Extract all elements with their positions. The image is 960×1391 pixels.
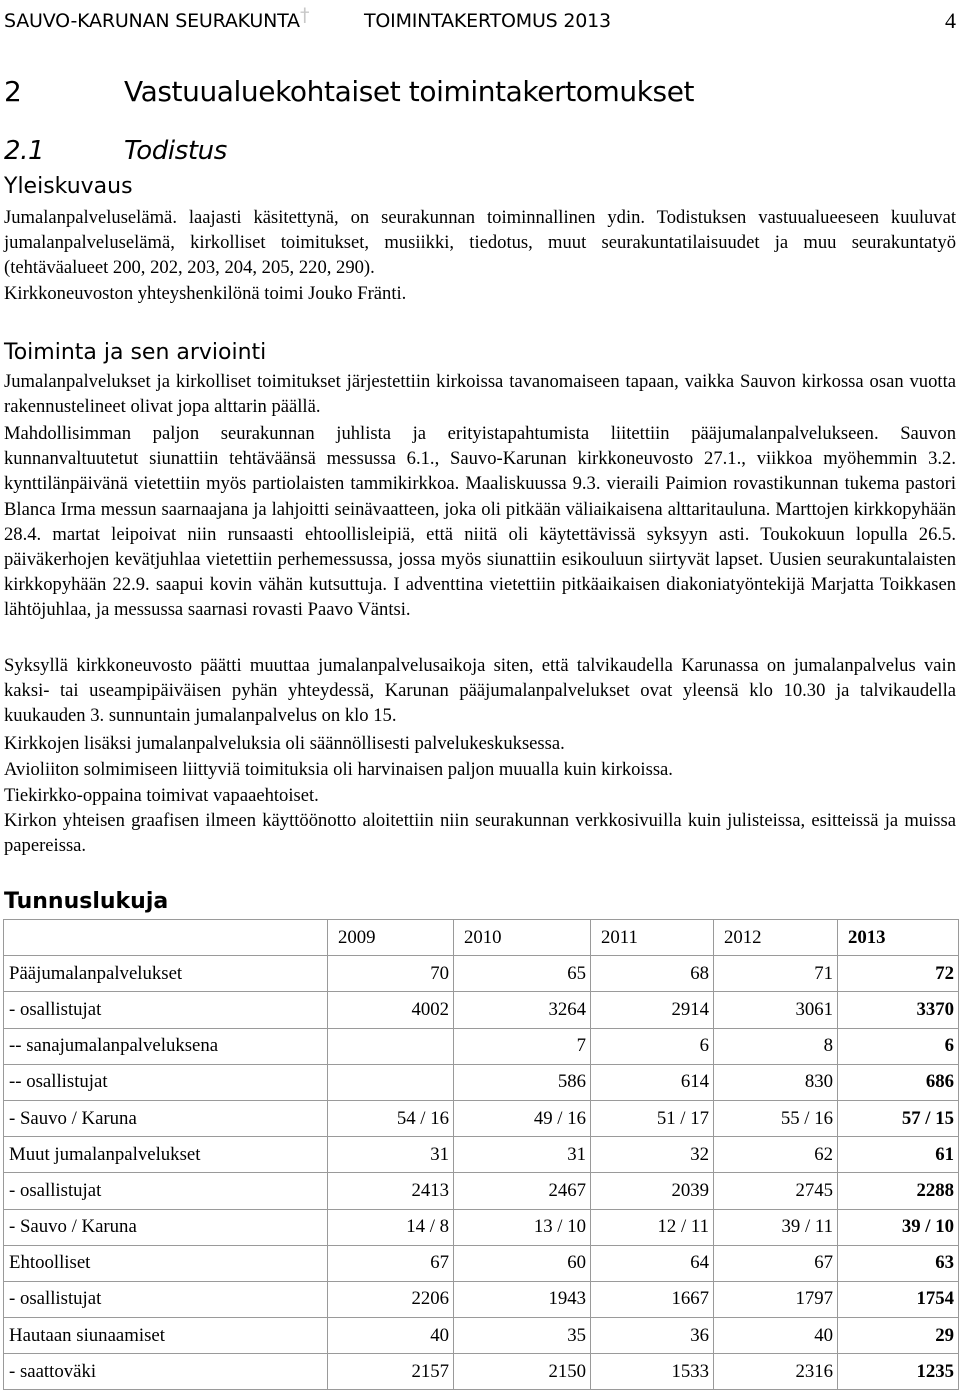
table-row (4, 1173, 959, 1209)
table-cell: 35 (454, 1318, 591, 1354)
year-header: 2012 (714, 920, 838, 956)
table-cell: 65 (454, 956, 591, 992)
table-cell: 68 (591, 956, 714, 992)
table-row (4, 1209, 959, 1245)
overview-heading: Yleiskuvaus (4, 174, 133, 199)
table-cell: 29 (838, 1318, 959, 1354)
table-cell: 2157 (328, 1354, 454, 1390)
activity-paragraph-2: Mahdollisimman paljon seurakunnan juhlista ja erityistapahtumista liitettiin pääjumalanpalvelukseen. Sauvon kunnanvaltuutetut siunattiin tehtäväänsä messussa 6.1., Sauvo-Karunan kirkkoneuvosto 27.1., viikkoa myöhemmin 3.2. kynttilänpäivänä vietettiin myös partiolaisten tammikirkkoa. Maaliskuussa 9.3. vieraili Paimion rovastikunnan tukema pastori Blanca Irma messun saarnaajana ja lahjoitti seinävaatteen, joka oli pitkään väliaikaisena alttaritauluna. Marttojen kirkkopyhään 28.4. martat leipoivat niin runsaasti ehtoollisleipiä, että niitä oli käytettävissä syksyyn asti. Toukokuun lopulla 26.5. päiväkerhojen kevätjuhlaa vietettiin perhemessussa, jossa myös siunattiin esikouluun siirtyvät lapset. Uusien seurakuntalaisten kirkkopyhään 22.9. saapui kovin vähän kutsuttuja. I adventtina vietettiin pitkäaikaisen diakoniatyöntekijä Marjatta Toikkasen lähtöjuhlaa, ja messussa saarnasi rovasti Paavo Väntsi. (4, 423, 956, 621)
row-label: - osallistujat (4, 992, 328, 1028)
activity-paragraph-3: Syksyllä kirkkoneuvosto päätti muuttaa jumalanpalvelusaikoja siten, että talvikaudella Karunassa on jumalanpalvelus vain kaksi- tai useampipäiväisen pyhän yhteydessä, Karunan pääjumalanpalvelukset ovat yleensä klo 10.30 ja talvikaudella kuukauden 3. sunnuntain jumalanpalvelus on klo 15. (4, 655, 956, 727)
table-row (4, 956, 959, 992)
table-cell: 6 (591, 1028, 714, 1064)
table-row (4, 1028, 959, 1064)
year-header: 2013 (838, 920, 959, 956)
table-row (4, 1318, 959, 1354)
table-cell: 67 (328, 1245, 454, 1281)
table-cell: 54 / 16 (328, 1100, 454, 1136)
activity-heading: Toiminta ja sen arviointi (4, 340, 267, 365)
report-title: TOIMINTAKERTOMUS 2013 (364, 10, 611, 32)
table-row (4, 1064, 959, 1100)
table-cell: 1797 (714, 1281, 838, 1317)
table-cell: 39 / 10 (838, 1209, 959, 1245)
activity-paragraph-6: Tiekirkko-oppaina toimivat vapaaehtoiset. (4, 785, 319, 806)
table-header-blank (4, 920, 328, 956)
table-cell: 40 (714, 1318, 838, 1354)
table-cell: 13 / 10 (454, 1209, 591, 1245)
table-cell: 31 (454, 1137, 591, 1173)
row-label: - Sauvo / Karuna (4, 1100, 328, 1136)
table-cell: 63 (838, 1245, 959, 1281)
table-row (4, 1100, 959, 1136)
table-cell: 31 (328, 1137, 454, 1173)
row-label: - osallistujat (4, 1281, 328, 1317)
key-figures-heading: Tunnuslukuja (4, 889, 169, 914)
cross-icon: † (300, 4, 310, 26)
year-header: 2010 (454, 920, 591, 956)
table-cell: 57 / 15 (838, 1100, 959, 1136)
table-row (4, 1245, 959, 1281)
table-cell: 51 / 17 (591, 1100, 714, 1136)
table-row (4, 992, 959, 1028)
year-header: 2011 (591, 920, 714, 956)
table-cell: 2745 (714, 1173, 838, 1209)
table-cell: 3061 (714, 992, 838, 1028)
organization-name: SAUVO-KARUNAN SEURAKUNTA (4, 10, 300, 32)
row-label: -- sanajumalanpalveluksena (4, 1028, 328, 1064)
table-cell: 62 (714, 1137, 838, 1173)
table-cell: 71 (714, 956, 838, 992)
activity-paragraph-1: Jumalanpalvelukset ja kirkolliset toimitukset järjestettiin kirkoissa tavanomaiseen tapaan, vaikka Sauvon kirkossa osan vuotta rakennustelineet olivat jopa alttarin päällä. (4, 371, 956, 418)
table-cell: 2206 (328, 1281, 454, 1317)
table-cell: 36 (591, 1318, 714, 1354)
table-cell: 2413 (328, 1173, 454, 1209)
table-cell: 1754 (838, 1281, 959, 1317)
table-cell: 14 / 8 (328, 1209, 454, 1245)
table-cell: 6 (838, 1028, 959, 1064)
table-cell (328, 1028, 454, 1064)
table-cell: 1533 (591, 1354, 714, 1390)
table-cell: 4002 (328, 992, 454, 1028)
page-number: 4 (945, 8, 956, 33)
table-cell: 3370 (838, 992, 959, 1028)
table-cell: 64 (591, 1245, 714, 1281)
year-header: 2009 (328, 920, 454, 956)
table-cell: 12 / 11 (591, 1209, 714, 1245)
table-cell: 2288 (838, 1173, 959, 1209)
overview-paragraph: Jumalanpalveluselämä. laajasti käsitettynä, on seurakunnan toiminnallinen ydin. Todistuksen vastuualueeseen kuuluvat jumalanpalveluselämä, kirkolliset toimitukset, musiikki, tiedotus, muut seurakuntatilaisuudet ja muu seurakuntatyö (tehtäväalueet 200, 202, 203, 204, 205, 220, 290). (4, 207, 956, 279)
row-label: -- osallistujat (4, 1064, 328, 1100)
table-cell: 7 (454, 1028, 591, 1064)
table-cell: 70 (328, 956, 454, 992)
table-cell: 1943 (454, 1281, 591, 1317)
table-cell: 32 (591, 1137, 714, 1173)
page-header (4, 4, 956, 36)
table-cell: 614 (591, 1064, 714, 1100)
table-cell (328, 1064, 454, 1100)
table-row (4, 1354, 959, 1390)
row-label: - osallistujat (4, 1173, 328, 1209)
table-cell: 2316 (714, 1354, 838, 1390)
contact-paragraph: Kirkkoneuvoston yhteyshenkilönä toimi Jouko Fränti. (4, 283, 407, 304)
section-title: Vastuualuekohtaiset toimintakertomukset (124, 75, 695, 108)
table-cell: 60 (454, 1245, 591, 1281)
row-label: Pääjumalanpalvelukset (4, 956, 328, 992)
table-cell: 586 (454, 1064, 591, 1100)
table-cell: 39 / 11 (714, 1209, 838, 1245)
table-cell: 3264 (454, 992, 591, 1028)
table-row (4, 1281, 959, 1317)
section-number: 2 (4, 75, 22, 108)
table-cell: 2914 (591, 992, 714, 1028)
table-cell: 55 / 16 (714, 1100, 838, 1136)
table-cell: 686 (838, 1064, 959, 1100)
key-figures-table (3, 919, 959, 1390)
table-cell: 2039 (591, 1173, 714, 1209)
table-cell: 61 (838, 1137, 959, 1173)
subsection-title: Todistus (124, 136, 227, 166)
table-cell: 49 / 16 (454, 1100, 591, 1136)
table-cell: 2150 (454, 1354, 591, 1390)
table-cell: 1667 (591, 1281, 714, 1317)
table-cell: 67 (714, 1245, 838, 1281)
table-cell: 40 (328, 1318, 454, 1354)
table-cell: 8 (714, 1028, 838, 1064)
row-label: - saattoväki (4, 1354, 328, 1390)
row-label: Muut jumalanpalvelukset (4, 1137, 328, 1173)
activity-paragraph-7: Kirkon yhteisen graafisen ilmeen käyttöönotto aloitettiin niin seurakunnan verkkosivuilla kuin julisteissa, esitteissä ja muissa papereissa. (4, 810, 956, 857)
table-cell: 72 (838, 956, 959, 992)
row-label: - Sauvo / Karuna (4, 1209, 328, 1245)
row-label: Ehtoolliset (4, 1245, 328, 1281)
table-cell: 2467 (454, 1173, 591, 1209)
subsection-number: 2.1 (4, 136, 45, 166)
table-cell: 1235 (838, 1354, 959, 1390)
activity-paragraph-4: Kirkkojen lisäksi jumalanpalveluksia oli säännöllisesti palvelukeskuksessa. (4, 733, 565, 754)
row-label: Hautaan siunaamiset (4, 1318, 328, 1354)
table-cell: 830 (714, 1064, 838, 1100)
table-row (4, 1137, 959, 1173)
activity-paragraph-5: Avioliiton solmimiseen liittyviä toimituksia oli harvinaisen paljon muualla kuin kirkoissa. (4, 759, 673, 780)
table-header-row (4, 920, 959, 956)
